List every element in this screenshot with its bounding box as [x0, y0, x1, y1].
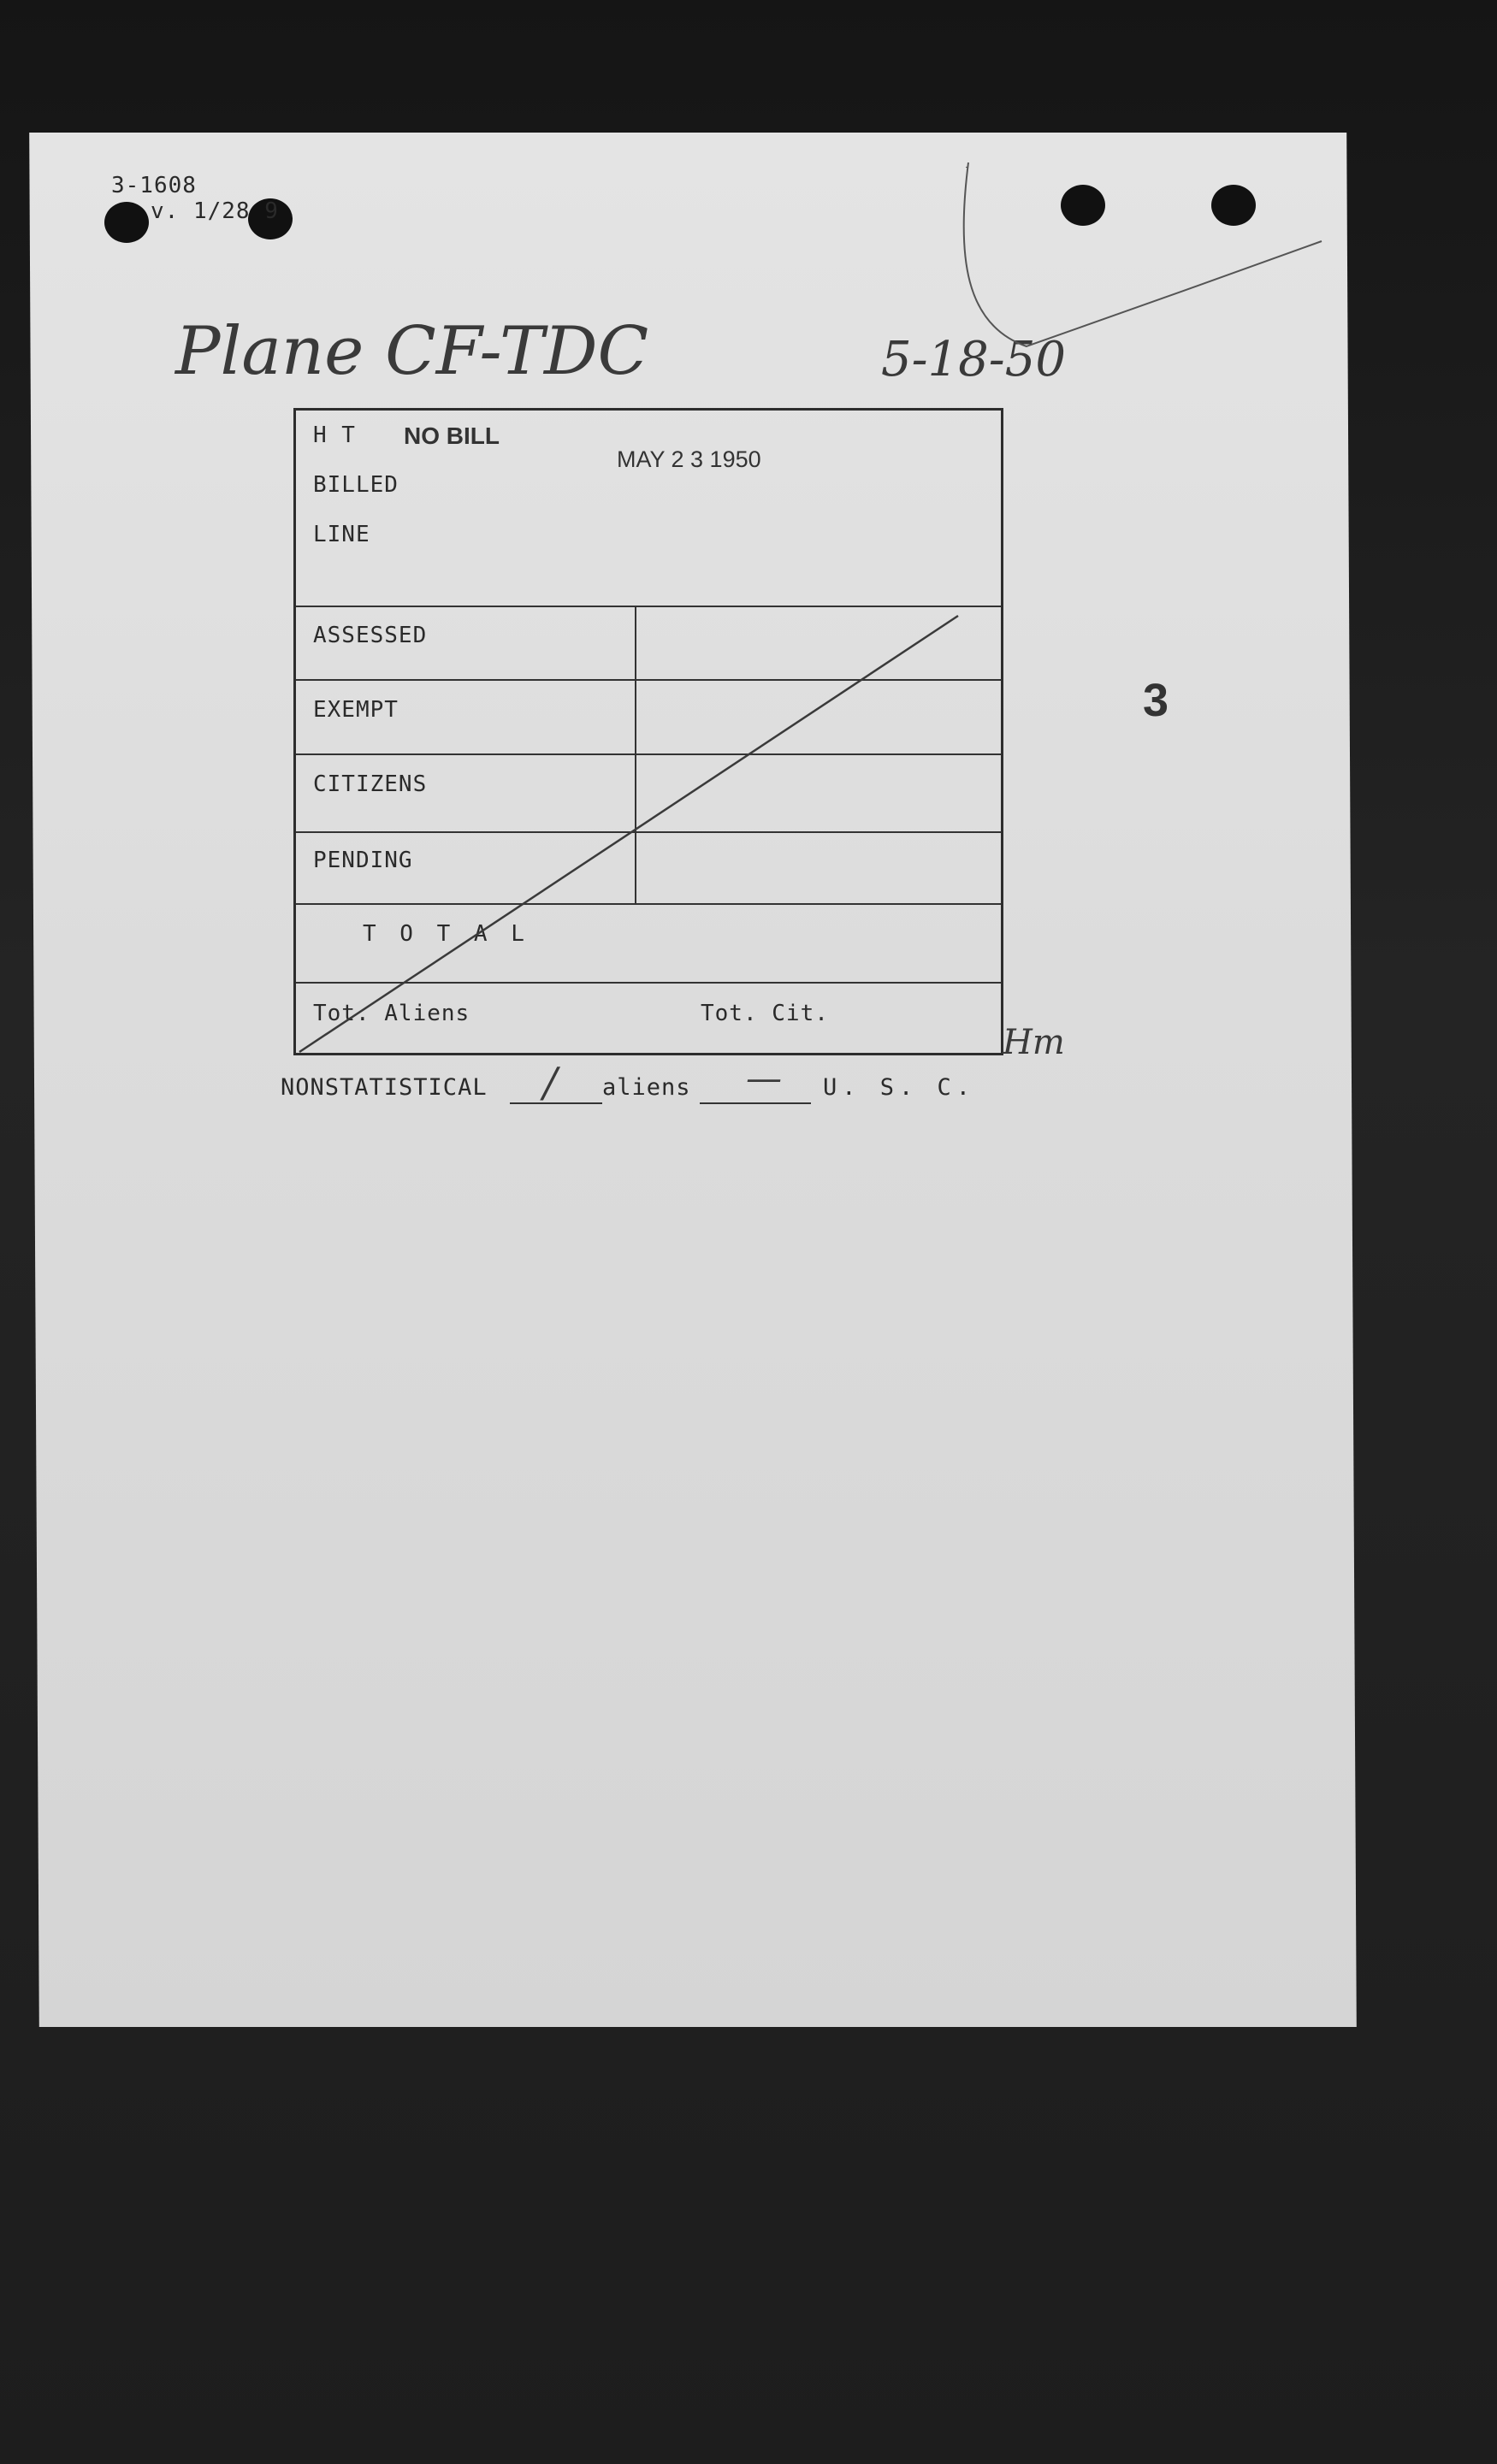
handwritten-date: 5-18-50	[881, 332, 1066, 387]
form-number: 3-1608	[111, 173, 197, 198]
label-tot-cit: Tot. Cit.	[701, 1001, 829, 1026]
nonstat-label: NONSTATISTICAL	[281, 1074, 488, 1101]
usc-label: U. S. C.	[823, 1074, 976, 1101]
diagonal-strike-line	[299, 616, 958, 1052]
usc-blank	[700, 1102, 811, 1104]
label-total: T O T A L	[363, 921, 530, 947]
label-pending: PENDING	[313, 848, 413, 873]
nonstat-aliens-blank	[510, 1102, 602, 1104]
aliens-label: aliens	[602, 1074, 691, 1101]
label-ht: H T	[313, 422, 356, 448]
label-exempt: EXEMPT	[313, 697, 399, 723]
page-number: 3	[1143, 675, 1169, 726]
corner-pencil-curve	[964, 162, 1322, 346]
handwritten-initials: Hm	[1003, 1023, 1065, 1062]
label-billed: BILLED	[313, 472, 399, 498]
handwritten-plane: Plane CF-TDC	[175, 313, 649, 390]
stamp-date: MAY 2 3 1950	[617, 446, 761, 472]
label-tot-aliens: Tot. Aliens	[313, 1001, 470, 1026]
label-citizens: CITIZENS	[313, 771, 428, 797]
nonstat-aliens-value: /	[543, 1059, 558, 1107]
label-line: LINE	[313, 522, 370, 547]
usc-value: —	[746, 1057, 782, 1099]
form-revision: v. 1/28 9	[151, 198, 279, 224]
stamp-no-bill: NO BILL	[404, 422, 500, 449]
label-assessed: ASSESSED	[313, 623, 428, 648]
